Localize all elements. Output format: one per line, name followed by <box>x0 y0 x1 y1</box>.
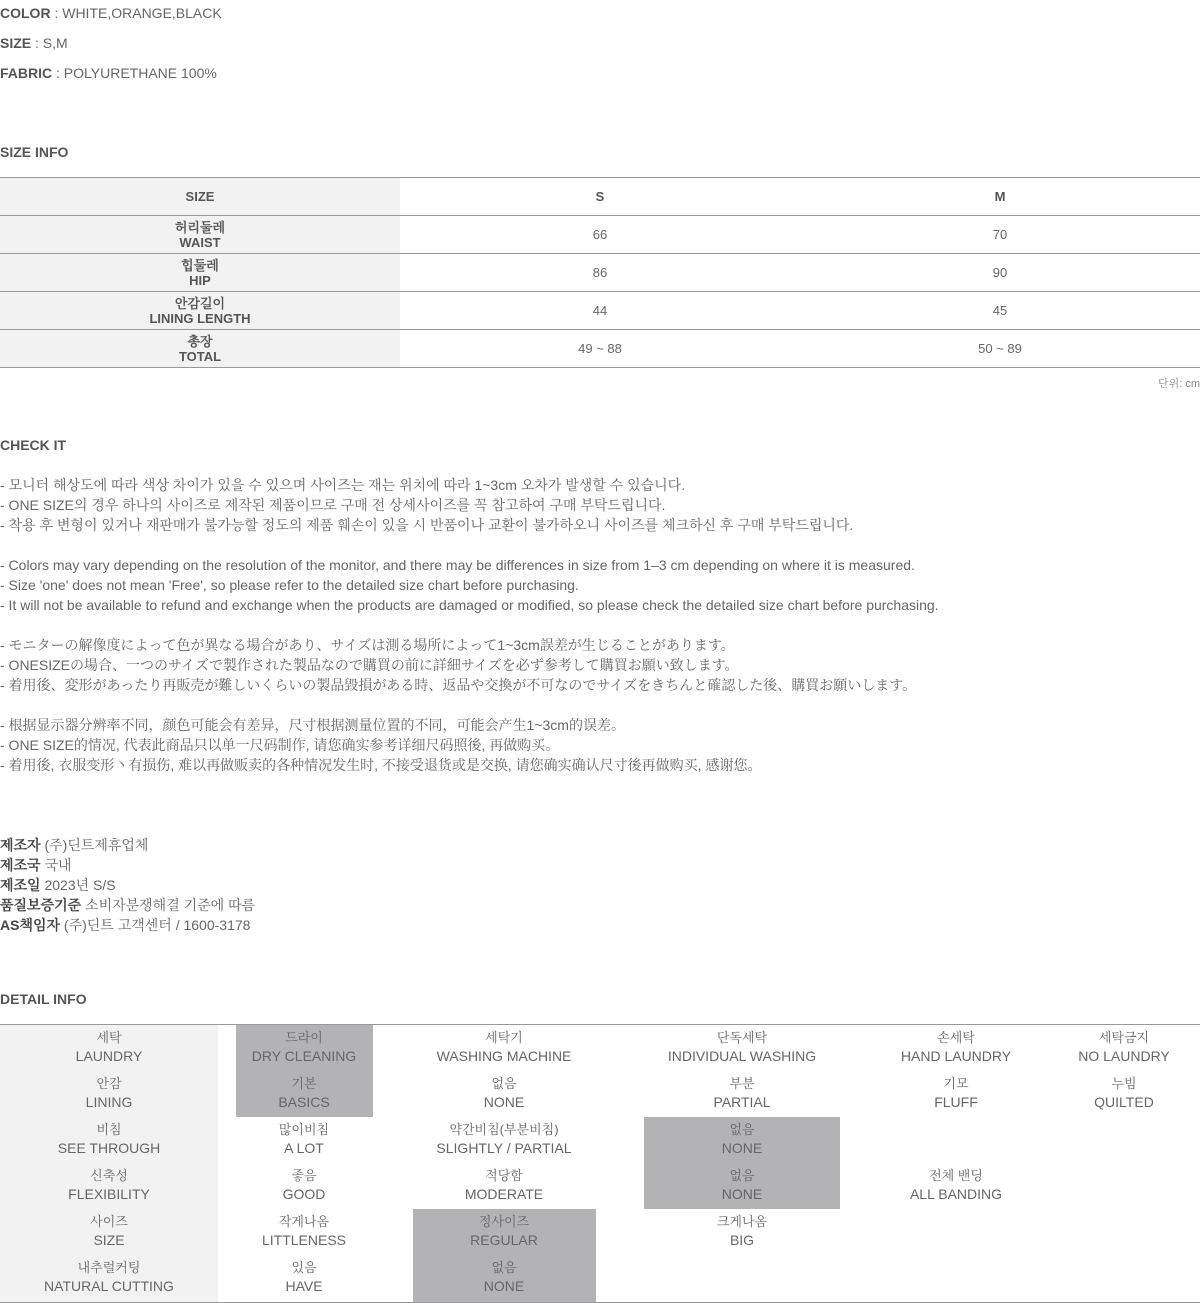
spec-key: SIZE <box>0 35 32 51</box>
option-good <box>204 1167 404 1203</box>
option-en: NONE <box>721 1186 763 1202</box>
option-ko: 기모 <box>943 1076 969 1091</box>
option-none <box>404 1075 604 1111</box>
label-en: SIZE <box>93 1232 125 1248</box>
size-cell-m: 45 <box>800 292 1200 330</box>
maker-key: 제조국 <box>0 857 41 873</box>
check-it-title: CHECK IT <box>0 437 67 453</box>
size-row-label <box>0 216 400 254</box>
size-header-label: SIZE <box>0 178 400 216</box>
option-en: A LOT <box>284 1140 324 1156</box>
label-ko: 비침 <box>96 1122 122 1137</box>
option-ko: 부분 <box>729 1076 755 1091</box>
label-en: LINING LENGTH <box>149 310 251 326</box>
option-ko: 약간비침(부분비침) <box>449 1122 559 1137</box>
unit-note: 단위: cm <box>1157 378 1200 390</box>
label-en: WAIST <box>179 234 221 250</box>
label-en: FLEXIBILITY <box>68 1186 150 1202</box>
option-basics <box>204 1075 404 1111</box>
check-line: - ONE SIZE的情况, 代表此商品只以单一尺码制作, 请您确实参考详细尺码照後, 再做购买。 <box>0 737 560 753</box>
spec-key: COLOR <box>0 5 51 21</box>
check-line: - ONE SIZE의 경우 하나의 사이즈로 제작된 제품이므로 구매 전 상세사이즈를 꼭 참고하여 구매 부탁드립니다. <box>0 497 666 513</box>
label-ko: 안감길이 <box>174 295 226 311</box>
label-en: LINING <box>85 1094 133 1110</box>
check-line: - Colors may vary depending on the resolution of the monitor, and there may be differences in size from 1–3 cm depending on where it is measured. <box>0 557 915 573</box>
label-ko: 안감 <box>96 1076 122 1091</box>
option-en: NONE <box>721 1140 763 1156</box>
option-all-banding <box>856 1167 1056 1203</box>
option-en: NO LAUNDRY <box>1078 1048 1170 1064</box>
option-dry-cleaning <box>204 1029 404 1065</box>
detail-label-see-through <box>9 1121 209 1157</box>
size-cell-s: 86 <box>400 254 800 292</box>
option-slightly-partial <box>404 1121 604 1157</box>
size-row-label <box>0 292 400 330</box>
maker-as <box>0 915 250 935</box>
detail-label-size <box>9 1213 209 1249</box>
option-en: BIG <box>729 1232 755 1248</box>
option-ko: 있음 <box>291 1260 317 1275</box>
detail-label-flexibility <box>9 1167 209 1203</box>
option-en: WASHING MACHINE <box>436 1048 572 1064</box>
size-header-s: S <box>400 178 800 216</box>
option-en: INDIVIDUAL WASHING <box>667 1048 817 1064</box>
option-ko: 많이비침 <box>278 1122 330 1137</box>
label-ko: 신축성 <box>90 1168 128 1183</box>
option-partial <box>642 1075 842 1111</box>
check-line: - ONESIZEの場合、一つのサイズで製作された製品なので購買の前に詳細サイズを必ず参考して購買お願い致します。 <box>0 657 739 673</box>
size-info-title: SIZE INFO <box>0 144 69 160</box>
option-ko: 없음 <box>729 1168 755 1183</box>
option-big <box>642 1213 842 1249</box>
maker-value: (주)딘트제휴업체 <box>40 837 149 853</box>
option-en: FLUFF <box>934 1094 978 1110</box>
option-ko: 손세탁 <box>937 1030 975 1045</box>
size-row-label <box>0 330 400 368</box>
option-en: ALL BANDING <box>909 1186 1003 1202</box>
option-en: NONE <box>483 1278 525 1294</box>
size-row-label <box>0 254 400 292</box>
option-ko: 누빔 <box>1111 1076 1137 1091</box>
label-ko: 힙둘레 <box>181 257 219 273</box>
maker-quality <box>0 895 255 915</box>
option-en: HAND LAUNDRY <box>900 1048 1012 1064</box>
label-ko: 총장 <box>187 333 213 349</box>
spec-key: FABRIC <box>0 65 53 81</box>
option-ko: 작게나옴 <box>278 1214 330 1229</box>
check-line: - 모니터 해상도에 따라 색상 차이가 있을 수 있으며 사이즈는 재는 위치에 따라 1~3cm 오차가 발생할 수 있습니다. <box>0 477 686 493</box>
option-none <box>404 1259 604 1295</box>
spec-fabric <box>0 63 217 83</box>
check-line: - Size 'one' does not mean 'Free', so please refer to the detailed size chart before purchasing. <box>0 577 579 593</box>
maker-value: 소비자분쟁해결 기준에 따름 <box>81 897 256 913</box>
option-ko: 적당함 <box>485 1168 523 1183</box>
label-ko: 내추럴커팅 <box>77 1260 141 1275</box>
maker-key: 제조자 <box>0 837 41 853</box>
maker-country <box>0 855 72 875</box>
label-en: LAUNDRY <box>75 1048 143 1064</box>
option-ko: 크게나옴 <box>716 1214 768 1229</box>
size-cell-m: 50 ~ 89 <box>800 330 1200 368</box>
detail-table <box>0 1024 1200 1303</box>
option-en: BASICS <box>278 1094 330 1110</box>
option-en: DRY CLEANING <box>251 1048 357 1064</box>
size-cell-s: 49 ~ 88 <box>400 330 800 368</box>
check-line: - 着用後、変形があったり再販売が難しいくらいの製品毀損がある時、返品や交換が不可なのでサイズをきちんと確認した後、購買お願いします。 <box>0 677 917 693</box>
size-cell-m: 70 <box>800 216 1200 254</box>
check-line: - It will not be available to refund and exchange when the products are damaged or modified, so please check the detailed size chart before purchasing. <box>0 597 939 613</box>
option-ko: 단독세탁 <box>716 1030 768 1045</box>
table-row <box>0 216 1200 254</box>
maker-value: (주)딘트 고객센터 / 1600-3178 <box>60 917 251 933</box>
option-have <box>204 1259 404 1295</box>
detail-info-title: DETAIL INFO <box>0 991 87 1007</box>
option-individual-washing <box>642 1029 842 1065</box>
option-quilted <box>1024 1075 1200 1111</box>
option-ko: 기본 <box>291 1076 317 1091</box>
option-en: LITTLENESS <box>261 1232 347 1248</box>
size-cell-s: 66 <box>400 216 800 254</box>
spec-value: : WHITE,ORANGE,BLACK <box>50 5 222 21</box>
detail-label-natural-cutting <box>9 1259 209 1295</box>
option-none <box>642 1167 842 1203</box>
maker-key: 품질보증기준 <box>0 897 82 913</box>
check-line: - 根据显示器分辨率不同，颜色可能会有差异，尺寸根据测量位置的不同，可能会产生1~3cm的误差。 <box>0 717 625 733</box>
detail-label-laundry <box>9 1029 209 1065</box>
option-en: HAVE <box>285 1278 323 1294</box>
option-en: QUILTED <box>1094 1094 1154 1110</box>
option-littleness <box>204 1213 404 1249</box>
option-en: NONE <box>483 1094 525 1110</box>
check-line: - 着用後, 衣服变形丶有损伤, 难以再做贩卖的各种情况发生时, 不接受退货或是交换, 请您确实确认尺寸後再做购买, 感谢您。 <box>0 757 762 773</box>
label-en: TOTAL <box>178 348 222 364</box>
size-cell-m: 90 <box>800 254 1200 292</box>
option-ko: 없음 <box>491 1076 517 1091</box>
label-ko: 허리둘레 <box>174 219 226 235</box>
detail-label-lining <box>9 1075 209 1111</box>
spec-value: : POLYURETHANE 100% <box>52 65 217 81</box>
size-table <box>0 177 1200 368</box>
maker-key: 제조일 <box>0 877 41 893</box>
label-en: NATURAL CUTTING <box>44 1278 174 1294</box>
maker-manufacturer <box>0 835 148 855</box>
option-ko: 세탁기 <box>485 1030 523 1045</box>
size-header-m: M <box>800 178 1200 216</box>
spec-value: : S,M <box>31 35 68 51</box>
spec-color <box>0 3 222 23</box>
size-table-header-row <box>0 178 1200 216</box>
option-ko: 전체 밴딩 <box>929 1168 983 1183</box>
option-washing-machine <box>404 1029 604 1065</box>
size-cell-s: 44 <box>400 292 800 330</box>
option-en: SLIGHTLY / PARTIAL <box>436 1140 572 1156</box>
option-ko: 좋음 <box>291 1168 317 1183</box>
option-none <box>642 1121 842 1157</box>
label-en: HIP <box>189 272 211 288</box>
option-ko: 없음 <box>729 1122 755 1137</box>
option-a-lot <box>204 1121 404 1157</box>
label-en: SEE THROUGH <box>57 1140 161 1156</box>
check-line: - モニターの解像度によって色が異なる場合があり、サイズは測る場所によって1~3cm誤差が生じることがあります。 <box>0 637 735 653</box>
maker-value: 국내 <box>40 857 72 873</box>
table-row <box>0 292 1200 330</box>
check-line: - 착용 후 변형이 있거나 재판매가 불가능할 정도의 제품 훼손이 있을 시 반품이나 교환이 불가하오니 사이즈를 체크하신 후 구매 부탁드립니다. <box>0 517 854 533</box>
label-ko: 사이즈 <box>90 1214 128 1229</box>
table-row <box>0 254 1200 292</box>
maker-value: 2023년 S/S <box>40 877 116 893</box>
option-ko: 세탁금지 <box>1098 1030 1150 1045</box>
option-ko: 드라이 <box>285 1030 323 1045</box>
option-en: MODERATE <box>464 1186 544 1202</box>
option-ko: 정사이즈 <box>478 1214 530 1229</box>
option-moderate <box>404 1167 604 1203</box>
maker-date <box>0 875 116 895</box>
option-en: REGULAR <box>470 1232 538 1248</box>
maker-key: AS책임자 <box>0 917 61 933</box>
option-ko: 없음 <box>491 1260 517 1275</box>
option-en: PARTIAL <box>713 1094 771 1110</box>
option-en: GOOD <box>282 1186 326 1202</box>
table-row <box>0 330 1200 368</box>
option-no-laundry <box>1024 1029 1200 1065</box>
spec-size <box>0 33 68 53</box>
label-ko: 세탁 <box>96 1030 122 1045</box>
option-regular <box>404 1213 604 1249</box>
